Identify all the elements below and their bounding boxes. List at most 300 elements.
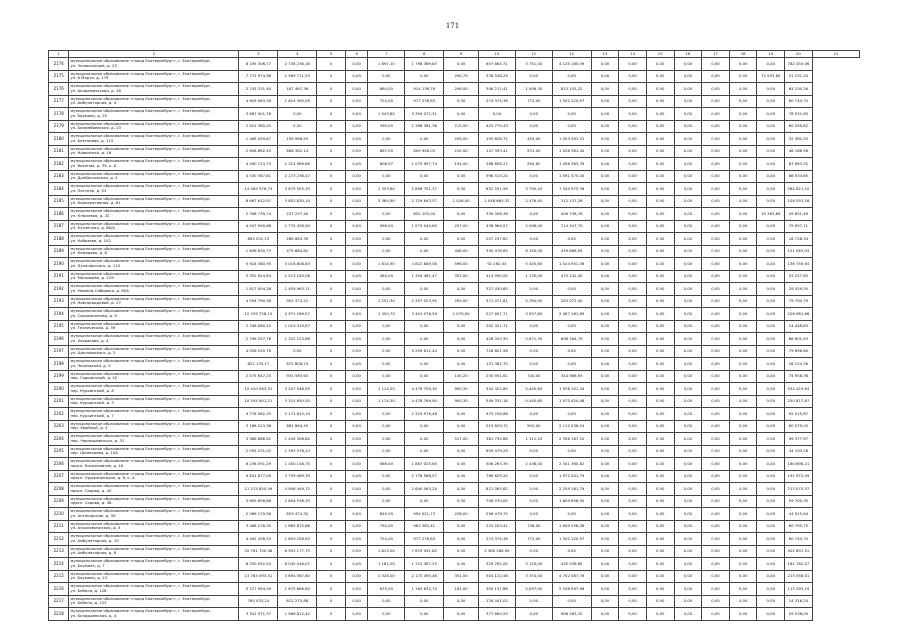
- value-cell: 0,00: [515, 595, 552, 608]
- value-cell: 0,00: [702, 583, 730, 596]
- value-cell: 0,00: [674, 220, 702, 233]
- value-cell: 0,00: [619, 158, 647, 171]
- value-cell: 351,00: [444, 570, 479, 583]
- object-name: [69, 458, 239, 471]
- row-number: 2214: [49, 558, 69, 571]
- object-name: [69, 195, 239, 208]
- value-cell: 0,00: [702, 408, 730, 421]
- value-cell: 931 563,63: [278, 370, 317, 383]
- value-cell: 0,00: [515, 170, 552, 183]
- address-line: ул. Циолковского, д. 2: [70, 351, 116, 356]
- value-cell: 292 321,71: [479, 320, 516, 333]
- value-cell: 0,00: [619, 483, 647, 496]
- value-cell: 0,00: [405, 133, 444, 146]
- value-cell: 0,00: [591, 183, 619, 196]
- value-cell: 0,00: [646, 470, 674, 483]
- column-number: 12: [552, 51, 591, 58]
- address-line: ул. Болдыревская, д. 4: [70, 613, 117, 618]
- value-cell: 0,00: [345, 470, 368, 483]
- value-cell: 338 548,29: [479, 70, 516, 83]
- value-cell: 1 603 258,63: [278, 533, 317, 546]
- value-cell: 1 978 101,34: [552, 383, 591, 396]
- value-cell: 1 710 387,25: [405, 558, 444, 571]
- value-cell: 0,00: [619, 408, 647, 421]
- object-name: [69, 495, 239, 508]
- value-cell: 0,00: [646, 408, 674, 421]
- value-cell: 0,00: [345, 533, 368, 546]
- value-cell: 1 972 041,79: [552, 470, 591, 483]
- address-line: пер. Курьинский, д. 8: [70, 388, 114, 393]
- value-cell: 895 032,23: [239, 233, 278, 246]
- value-cell: 1 163 632,74: [405, 583, 444, 596]
- value-cell: 0,00: [619, 558, 647, 571]
- value-cell: 0,00: [702, 220, 730, 233]
- row-number: 2182: [49, 158, 69, 171]
- value-cell: 0,00: [552, 408, 591, 421]
- value-cell: 209,00: [444, 133, 479, 146]
- value-cell: 0,00: [646, 370, 674, 383]
- table-row: [49, 583, 860, 596]
- value-cell: 45 851,49: [785, 208, 813, 221]
- value-cell: 3 016 808,83: [278, 258, 317, 271]
- table-row: [49, 133, 860, 146]
- table-row: [49, 383, 860, 396]
- value-cell: 6 931 177,75: [278, 545, 317, 558]
- column-number: 20: [785, 51, 813, 58]
- value-cell: 0,00: [646, 208, 674, 221]
- value-cell: 10 555 901,21: [239, 395, 278, 408]
- value-cell: 0,00: [591, 483, 619, 496]
- value-cell: 0,00: [646, 133, 674, 146]
- address-line: ул. Донбассовская, д. 4: [70, 176, 118, 181]
- value-cell: 0,00: [729, 358, 757, 371]
- row-number: 2197: [49, 345, 69, 358]
- value-cell: 0,00: [552, 108, 591, 121]
- row-number: 2192: [49, 283, 69, 296]
- value-cell: 2 729 643,57: [405, 195, 444, 208]
- value-cell: 0,00: [368, 470, 405, 483]
- address-line: ул. Луначарского, д. 115: [70, 263, 121, 268]
- value-cell: 254 424,64: [785, 383, 813, 396]
- column-number: 17: [702, 51, 730, 58]
- object-name: [69, 320, 239, 333]
- value-cell: 0,00: [674, 183, 702, 196]
- value-cell: 14 085 976,73: [239, 183, 278, 196]
- value-cell: 4 626 063,36: [239, 95, 278, 108]
- value-cell: 0,00: [674, 145, 702, 158]
- value-cell: 0,00: [619, 70, 647, 83]
- value-cell: 531,00: [515, 145, 552, 158]
- value-cell: 0: [317, 95, 346, 108]
- value-cell: 6 150,00: [515, 245, 552, 258]
- value-cell: 0,00: [674, 583, 702, 596]
- table-row: [49, 145, 860, 158]
- table-row: [49, 58, 860, 71]
- value-cell: 1 770 458,90: [278, 220, 317, 233]
- address-line: ул. Баумана, д. 7: [70, 563, 105, 568]
- value-cell: 0,00: [444, 408, 479, 421]
- column-number: 3: [239, 51, 278, 58]
- value-cell: 346 212,41: [479, 83, 516, 96]
- value-cell: 1 026 361,40: [552, 145, 591, 158]
- value-cell: 0: [317, 145, 346, 158]
- value-cell: 268 863,39: [278, 233, 317, 246]
- value-cell: 2 608 862,45: [239, 145, 278, 158]
- value-cell: 1 675 866,80: [278, 583, 317, 596]
- value-cell: 0,00: [444, 520, 479, 533]
- value-cell: 0,00: [729, 408, 757, 421]
- value-cell: 668 382,14: [278, 145, 317, 158]
- municipality-line: муниципальное образование «город Екатеринбург», г. Екатеринбург,: [70, 309, 212, 314]
- value-cell: 250 817,67: [785, 395, 813, 408]
- municipality-line: муниципальное образование «город Екатеринбург», г. Екатеринбург,: [70, 284, 212, 289]
- value-cell: 0,00: [591, 208, 619, 221]
- value-cell: 0,00: [646, 170, 674, 183]
- value-cell: 0,00: [757, 183, 785, 196]
- object-name: [69, 208, 239, 221]
- value-cell: 0,00: [702, 458, 730, 471]
- row-number: 2175: [49, 70, 69, 83]
- value-cell: 0: [317, 120, 346, 133]
- value-cell: 79 790,79: [785, 295, 813, 308]
- value-cell: 0,00: [619, 445, 647, 458]
- value-cell: 0,00: [619, 545, 647, 558]
- object-name: [69, 508, 239, 521]
- value-cell: 0,00: [674, 608, 702, 621]
- value-cell: 0: [317, 58, 346, 71]
- value-cell: 0,00: [702, 183, 730, 196]
- value-cell: 1 466 559,87: [239, 133, 278, 146]
- value-cell: 607 864,71: [479, 58, 516, 71]
- value-cell: 1 836 630,73: [239, 245, 278, 258]
- value-cell: 59 700,35: [785, 495, 813, 508]
- value-cell: 274 374,36: [479, 95, 516, 108]
- address-line: ул. Сыромолотова, д. 9: [70, 313, 117, 318]
- column-number: 7: [368, 51, 405, 58]
- value-cell: 853 474,32: [278, 508, 317, 521]
- column-number: 14: [619, 51, 647, 58]
- value-cell: 0,00: [646, 333, 674, 346]
- table-row: [49, 408, 860, 421]
- value-cell: 0,00: [674, 270, 702, 283]
- row-number: 2213: [49, 545, 69, 558]
- value-cell: 0,00: [757, 358, 785, 371]
- value-cell: 586,00: [368, 458, 405, 471]
- value-cell: 0,445,60: [515, 383, 552, 396]
- value-cell: 0,00: [729, 170, 757, 183]
- value-cell: 92 015,67: [785, 408, 813, 421]
- value-cell: 3 852 830,14: [278, 195, 317, 208]
- value-cell: 0,00: [444, 333, 479, 346]
- value-cell: 0,00: [674, 333, 702, 346]
- value-cell: 0: [317, 420, 346, 433]
- table-row: [49, 370, 860, 383]
- value-cell: 5 924 380,95: [239, 258, 278, 271]
- value-cell: 0: [317, 158, 346, 171]
- value-cell: 740,00: [515, 370, 552, 383]
- object-name: [69, 145, 239, 158]
- value-cell: 18 728,34: [785, 233, 813, 246]
- value-cell: 0: [317, 295, 346, 308]
- value-cell: 0,00: [591, 83, 619, 96]
- value-cell: 1 966 812,42: [278, 608, 317, 621]
- value-cell: 0,00: [674, 408, 702, 421]
- value-cell: 0,00: [278, 120, 317, 133]
- address-line: ул. Новинская, д. 16: [70, 151, 112, 156]
- column-number: 11: [515, 51, 552, 58]
- value-cell: 0,00: [619, 508, 647, 521]
- value-cell: 0: [317, 433, 346, 446]
- value-cell: 0,00: [591, 595, 619, 608]
- value-cell: 3 486 276,35: [239, 520, 278, 533]
- value-cell: 0,00: [552, 358, 591, 371]
- value-cell: 0,00: [591, 358, 619, 371]
- value-cell: 0,00: [345, 608, 368, 621]
- municipality-line: муниципальное образование «город Екатеринбург», г. Екатеринбург,: [70, 221, 212, 226]
- value-cell: 0,00: [345, 58, 368, 71]
- address-line: просп. Орджоникидзе, д. 6, к. А: [70, 476, 135, 481]
- column-number: 1: [49, 51, 69, 58]
- object-name: [69, 395, 239, 408]
- value-cell: 0,00: [729, 83, 757, 96]
- value-cell: 0,00: [619, 608, 647, 621]
- value-cell: 0,00: [515, 483, 552, 496]
- value-cell: 0,00: [702, 445, 730, 458]
- value-cell: 0,00: [674, 558, 702, 571]
- municipality-line: муниципальное образование «город Екатеринбург», г. Екатеринбург,: [70, 596, 212, 601]
- value-cell: 0,00: [368, 245, 405, 258]
- table-row: [49, 520, 860, 533]
- value-cell: 60 559,82: [785, 120, 813, 133]
- value-cell: 0,00: [674, 445, 702, 458]
- value-cell: 192 972,09: [785, 470, 813, 483]
- value-cell: 0,00: [444, 183, 479, 196]
- value-cell: 2 341 360,82: [552, 458, 591, 471]
- value-cell: 0,00: [345, 283, 368, 296]
- row-number: 2206: [49, 458, 69, 471]
- value-cell: 0,00: [619, 195, 647, 208]
- value-cell: 0,00: [729, 470, 757, 483]
- value-cell: 0,00: [729, 433, 757, 446]
- table-row: [49, 458, 860, 471]
- value-cell: 0,00: [444, 445, 479, 458]
- value-cell: 0: [317, 470, 346, 483]
- value-cell: 0,00: [674, 95, 702, 108]
- table-row: [49, 245, 860, 258]
- value-cell: 0,00: [674, 170, 702, 183]
- value-cell: 215 829,72: [479, 420, 516, 433]
- value-cell: 0,00: [646, 258, 674, 271]
- value-cell: 0,00: [619, 395, 647, 408]
- value-cell: 0,00: [515, 208, 552, 221]
- value-cell: 0,00: [368, 70, 405, 83]
- value-cell: 0,00: [591, 558, 619, 571]
- value-cell: 0,00: [646, 145, 674, 158]
- value-cell: 0,00: [515, 495, 552, 508]
- value-cell: 0,00: [646, 95, 674, 108]
- row-number: 2183: [49, 170, 69, 183]
- value-cell: 0,00: [674, 383, 702, 396]
- value-cell: 0,00: [345, 545, 368, 558]
- value-cell: 2 921 385,55: [239, 120, 278, 133]
- value-cell: 327 430,85: [479, 283, 516, 296]
- row-number: 2205: [49, 445, 69, 458]
- value-cell: 0,00: [591, 345, 619, 358]
- value-cell: 661 864,45: [278, 420, 317, 433]
- value-cell: 0,00: [674, 158, 702, 171]
- value-cell: 0,00: [674, 520, 702, 533]
- value-cell: 0,00: [619, 570, 647, 583]
- row-number: 2215: [49, 570, 69, 583]
- value-cell: 0,00: [729, 345, 757, 358]
- value-cell: 3 667 901,76: [239, 108, 278, 121]
- value-cell: 0,00: [702, 258, 730, 271]
- value-cell: 3 751,00: [515, 58, 552, 71]
- column-number: 13: [591, 51, 619, 58]
- table-row: [49, 320, 860, 333]
- value-cell: 506 263,39: [479, 458, 516, 471]
- value-cell: 0,00: [646, 433, 674, 446]
- value-cell: 339 308,36: [479, 208, 516, 221]
- table-row: [49, 483, 860, 496]
- municipality-line: муниципальное образование «город Екатеринбург», г. Екатеринбург,: [70, 509, 212, 514]
- value-cell: 0,00: [674, 370, 702, 383]
- value-cell: 0: [317, 233, 346, 246]
- value-cell: 0,00: [405, 495, 444, 508]
- value-cell: 0,00: [702, 545, 730, 558]
- value-cell: 0,00: [345, 583, 368, 596]
- object-name: [69, 470, 239, 483]
- table-row: [49, 595, 860, 608]
- row-number: 2210: [49, 508, 69, 521]
- value-cell: 0,00: [345, 270, 368, 283]
- table-row: [49, 608, 860, 621]
- address-line: ул. Билимбаевская, д. 23: [70, 126, 121, 131]
- value-cell: 237 257,40: [278, 208, 317, 221]
- value-cell: 0,00: [702, 395, 730, 408]
- municipality-line: муниципальное образование «город Екатеринбург», г. Екатеринбург,: [70, 84, 212, 89]
- value-cell: 1 867 025,65: [405, 458, 444, 471]
- value-cell: 0,00: [591, 570, 619, 583]
- value-cell: 0,00: [757, 170, 785, 183]
- object-name: [69, 295, 239, 308]
- value-cell: 0,00: [757, 345, 785, 358]
- address-line: ул. Новгородцевой, д. 27: [70, 301, 121, 306]
- row-number: 2209: [49, 495, 69, 508]
- value-cell: 0,00: [619, 120, 647, 133]
- municipality-line: муниципальное образование «город Екатеринбург», г. Екатеринбург,: [70, 246, 212, 251]
- value-cell: 14 448,83: [785, 320, 813, 333]
- value-cell: 0: [317, 183, 346, 196]
- municipality-line: муниципальное образование «город Екатеринбург», г. Екатеринбург,: [70, 559, 212, 564]
- value-cell: 0,00: [345, 83, 368, 96]
- address-line: ул. Аптекарская, д. 39: [70, 513, 116, 518]
- value-cell: 79 696,60: [785, 345, 813, 358]
- value-cell: 0: [317, 495, 346, 508]
- value-cell: 0,00: [757, 58, 785, 71]
- value-cell: 0,00: [591, 433, 619, 446]
- value-cell: 7 670 091,82: [405, 545, 444, 558]
- address-line: пер. Курьинский, д. 7: [70, 413, 114, 418]
- value-cell: 4 490 123,73: [239, 158, 278, 171]
- value-cell: 0,00: [729, 295, 757, 308]
- value-cell: 0,00: [646, 520, 674, 533]
- value-cell: 0,00: [757, 83, 785, 96]
- value-cell: 0,00: [702, 170, 730, 183]
- municipality-line: муниципальное образование «город Екатеринбург», г. Екатеринбург,: [70, 521, 212, 526]
- address-line: ул. Академическая, д. 18: [70, 88, 121, 93]
- value-cell: 0,00: [646, 58, 674, 71]
- value-cell: 0,00: [591, 420, 619, 433]
- value-cell: 0: [317, 483, 346, 496]
- value-cell: 750,00: [368, 520, 405, 533]
- value-cell: 0,00: [702, 308, 730, 321]
- municipality-line: муниципальное образование «город Екатеринбург», г. Екатеринбург,: [70, 109, 212, 114]
- value-cell: 406 738,76: [552, 208, 591, 221]
- value-cell: 0,00: [591, 170, 619, 183]
- value-cell: 0,00: [591, 408, 619, 421]
- value-cell: 0,00: [444, 208, 479, 221]
- row-number: 2199: [49, 370, 69, 383]
- value-cell: 0,00: [757, 95, 785, 108]
- value-cell: 0,00: [444, 608, 479, 621]
- value-cell: 1 328,00: [368, 570, 405, 583]
- value-cell: 0,00: [702, 470, 730, 483]
- value-cell: 0: [317, 395, 346, 408]
- value-cell: 0,00: [552, 595, 591, 608]
- value-cell: 4 125 165,09: [552, 58, 591, 71]
- value-cell: 0,00: [646, 108, 674, 121]
- value-cell: 0: [317, 445, 346, 458]
- value-cell: 230 951,61: [479, 370, 516, 383]
- value-cell: 0,00: [757, 595, 785, 608]
- value-cell: 0,00: [405, 608, 444, 621]
- value-cell: 0,00: [674, 58, 702, 71]
- municipality-line: муниципальное образование «город Екатеринбург», г. Екатеринбург,: [70, 209, 212, 214]
- value-cell: 228,00: [444, 508, 479, 521]
- value-cell: 0,00: [674, 295, 702, 308]
- value-cell: 0,00: [702, 420, 730, 433]
- table-row: [49, 470, 860, 483]
- value-cell: 1 814,90: [368, 258, 405, 271]
- value-cell: 0,00: [515, 445, 552, 458]
- value-cell: 0,00: [619, 233, 647, 246]
- address-line: ул. Хохрякова, д. 4: [70, 338, 109, 343]
- value-cell: 0,00: [646, 245, 674, 258]
- value-cell: 977 276,63: [405, 95, 444, 108]
- value-cell: 0,00: [729, 520, 757, 533]
- value-cell: 0,00: [646, 183, 674, 196]
- value-cell: 0,00: [646, 420, 674, 433]
- value-cell: 0,00: [345, 345, 368, 358]
- value-cell: 0: [317, 320, 346, 333]
- address-line: просп. Космонавтов, д. 16: [70, 463, 124, 468]
- value-cell: 4 056 520,76: [239, 345, 278, 358]
- value-cell: 32 362,55: [785, 133, 813, 146]
- value-cell: 109 553,18: [785, 195, 813, 208]
- value-cell: 147 393,41: [479, 145, 516, 158]
- value-cell: 1 114,30: [368, 395, 405, 408]
- value-cell: 0,00: [591, 608, 619, 621]
- value-cell: 0,00: [646, 195, 674, 208]
- address-line: ул. Военная, д. 39, к. Б: [70, 163, 117, 168]
- value-cell: 0: [317, 545, 346, 558]
- value-cell: 3 057,80: [515, 308, 552, 321]
- value-cell: 1 053 491,31: [552, 133, 591, 146]
- table-row: [49, 195, 860, 208]
- address-line: пер. Курьинский, д. 3: [70, 401, 114, 406]
- value-cell: 0: [317, 345, 346, 358]
